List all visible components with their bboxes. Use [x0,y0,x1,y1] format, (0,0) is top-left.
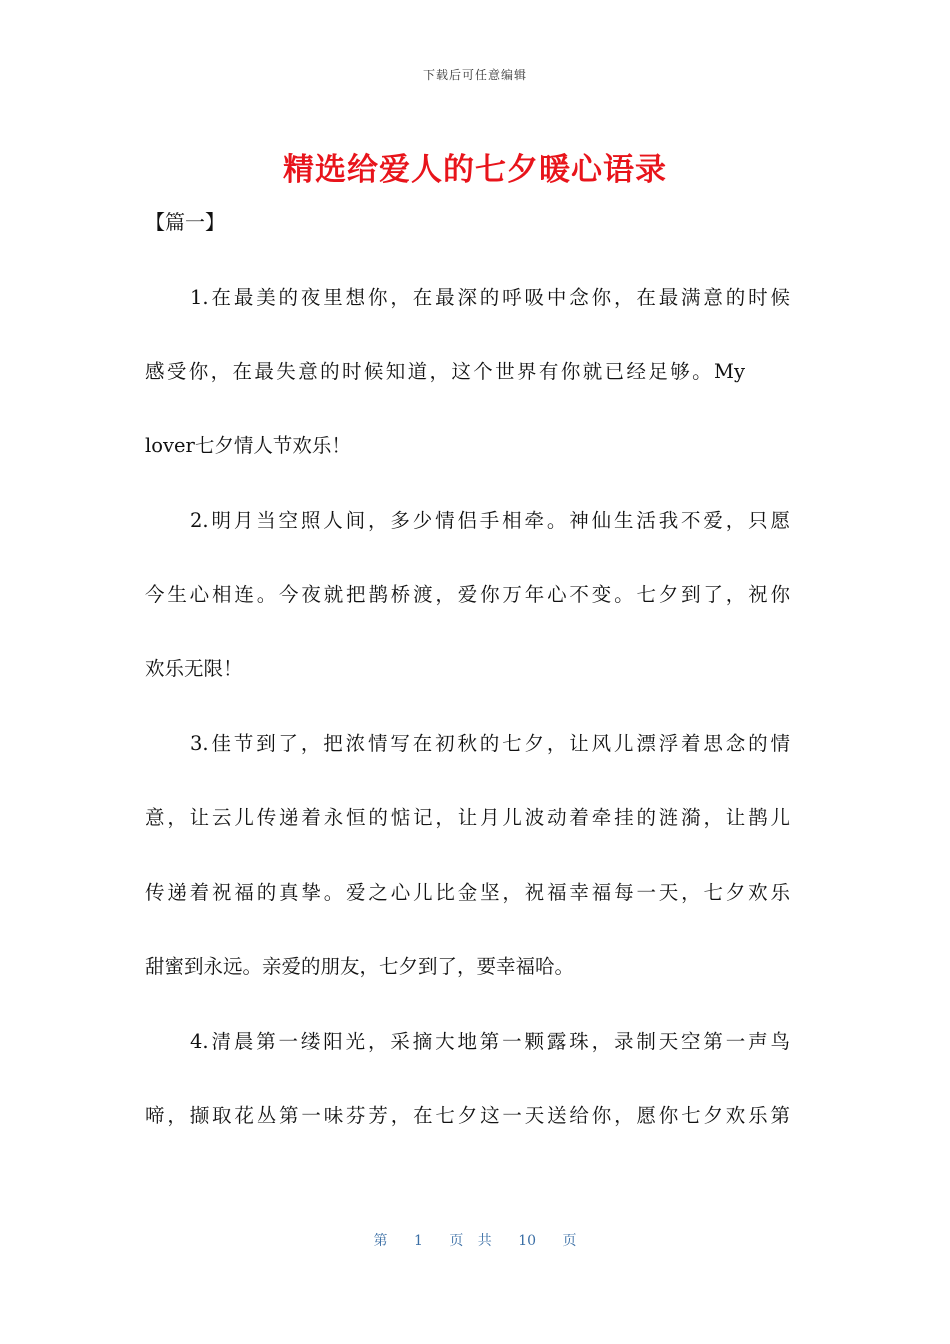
document-title: 精选给爱人的七夕暖心语录 [283,152,667,188]
text-line-3: lover七夕情人节欢乐！ [145,434,351,457]
text-line-8: 意，让云儿传递着永恒的惦记，让月儿波动着牵挂的涟漪，让鹊儿 [145,806,790,829]
text-line-9: 传递着祝福的真挚。爱之心儿比金坚，祝福幸福每一天，七夕欢乐 [145,881,790,904]
text-line-11: 4.清晨第一缕阳光，采摘大地第一颗露珠，录制天空第一声鸟 [190,1030,790,1053]
page-footer [0,1230,950,1250]
text-line-6: 欢乐无限！ [145,657,243,680]
text-line-7: 3.佳节到了，把浓情写在初秋的七夕，让风儿漂浮着思念的情 [190,732,790,755]
page-label-mid: 页 共 [449,1233,492,1249]
page-label-suffix: 页 [562,1233,577,1249]
text-line-1: 1.在最美的夜里想你，在最深的呼吸中念你，在最满意的时候 [190,286,790,309]
text-line-2: 感受你，在最失意的时候知道，这个世界有你就已经足够。My [145,360,745,383]
text-line-10: 甜蜜到永远。亲爱的朋友，七夕到了，要幸福哈。 [145,955,575,978]
page-current: 1 [413,1233,423,1249]
text-line-4: 2.明月当空照人间，多少情侣手相牵。神仙生活我不爱，只愿 [190,509,790,532]
page-label-prefix: 第 [373,1233,388,1249]
text-line-5: 今生心相连。今夜就把鹊桥渡，爱你万年心不变。七夕到了，祝你 [145,583,790,606]
section-heading: 【篇一】 [145,210,225,234]
text-line-12: 啼，撷取花丛第一味芬芳，在七夕这一天送给你，愿你七夕欢乐第 [145,1104,790,1127]
header-note: 下载后可任意编辑 [422,68,527,82]
page-total: 10 [518,1233,537,1249]
